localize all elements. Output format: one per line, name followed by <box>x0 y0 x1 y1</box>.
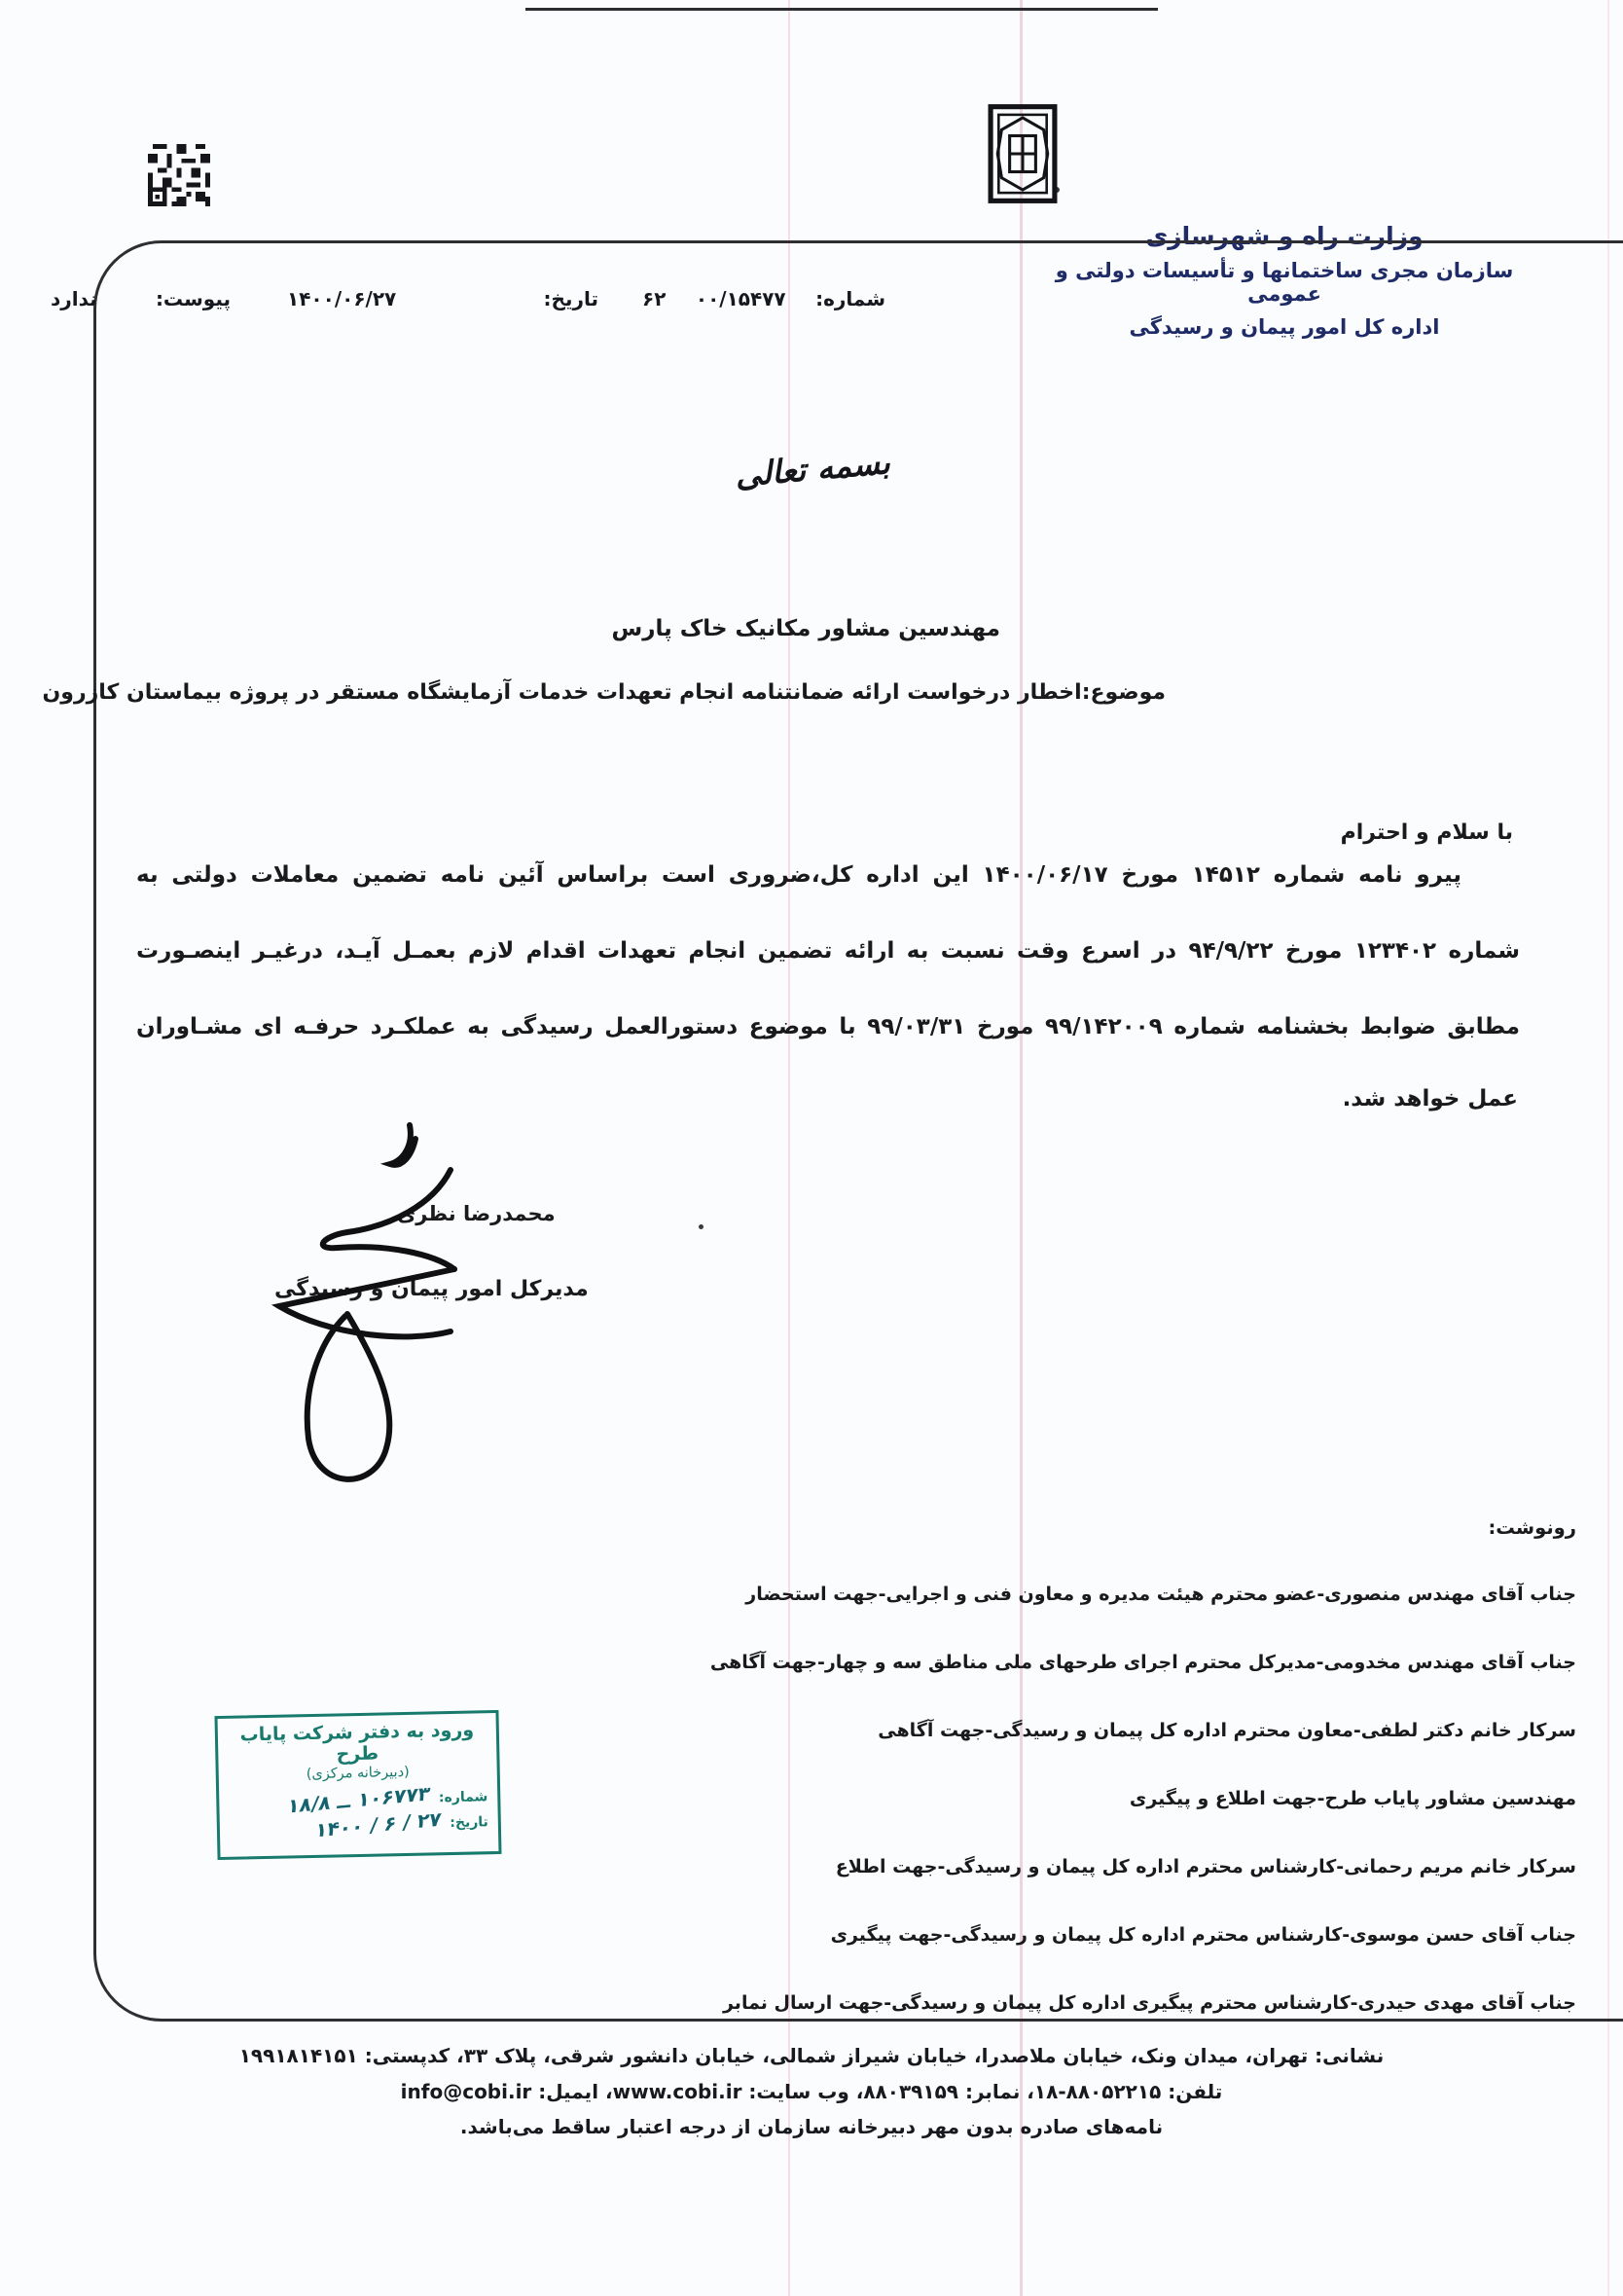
letter-footer <box>0 2044 1623 2138</box>
entry-registry-stamp <box>214 1710 501 1860</box>
body-line-3: مطابق ضوابط بخشنامه شماره ۹۹/۱۴۲۰۰۹ مورخ ۹۹/۰۳/۳۱ با موضوع دستورالعمل رسیدگی به عملکـرد حرفـه ای مشـاوران <box>136 1014 1520 1039</box>
stamp-date-label: تاریخ: <box>450 1814 488 1832</box>
letter-number-suffix: ۶۲ <box>642 287 667 310</box>
letter-date-label: تاریخ: <box>543 287 598 310</box>
cc-item: جناب آقای مهدی حیدری-کارشناس محترم پیگیری اداره کل پیمان و رسیدگی-جهت ارسال نمابر <box>722 1992 1576 2014</box>
cc-item: جناب آقای مهندس مخدومی-مدیرکل محترم اجرای طرحهای ملی مناطق سه و چهار-جهت آگاهی <box>709 1652 1576 1673</box>
stamp-subtitle: (دبیرخانه مرکزی) <box>306 1764 410 1783</box>
department-name: اداره کل امور پیمان و رسیدگی <box>1129 315 1440 339</box>
stamp-title: ورود به دفتر شرکت پایاب طرح <box>239 1719 475 1766</box>
cc-item: سرکار خانم مریم رحمانی-کارشناس محترم اداره کل پیمان و رسیدگی-جهت اطلاع <box>835 1856 1576 1877</box>
subject-line: موضوع:اخطار درخواست ارائه ضمانتنامه انجام تعهدات خدمات آزمایشگاه مستقر در پروژه بیماستان کازرون <box>42 680 1166 705</box>
qr-code <box>148 144 210 206</box>
body-line-4: عمل خواهد شد. <box>1342 1086 1518 1112</box>
besmele-calligraphy: بسمه تعالی <box>733 443 892 494</box>
handwritten-signature <box>219 1098 540 1487</box>
cc-item: جناب آقای مهندس منصوری-عضو محترم هیئت مدیره و معاون فنی و اجرایی-جهت استحضار <box>745 1584 1576 1605</box>
stamp-number-handwritten: ۱۰۶۷۷۳ ــ ۱۸/۸ <box>285 1781 432 1818</box>
recipient-line: مهندسین مشاور مکانیک خاک پارس <box>611 616 1000 641</box>
attachment-field <box>51 287 231 310</box>
letter-number-field <box>642 287 885 310</box>
letter-date-value: ۱۴۰۰/۰۶/۲۷ <box>287 287 397 310</box>
cc-label: رونوشت: <box>1488 1516 1576 1539</box>
body-line-2: شماره ۱۲۳۴۰۲ مورخ ۹۴/۹/۲۲ در اسرع وقت نسبت به ارائه تضمین انجام تعهدات اقدام لازم بعمـل آیـد، درغیـر اینصـورت <box>136 938 1521 964</box>
stamp-number-label: شماره: <box>438 1789 488 1806</box>
attachment-value: ندارد <box>51 287 97 310</box>
ministry-emblem-logo <box>988 100 1058 207</box>
cc-item: جناب آقای حسن موسوی-کارشناس محترم اداره کل پیمان و رسیدگی-جهت پیگیری <box>830 1924 1576 1946</box>
top-divider-line <box>525 8 1158 11</box>
stamp-date-handwritten: ۲۷ / ۶ / ۱۴۰۰ <box>313 1806 443 1842</box>
cc-item: مهندسین مشاور پایاب طرح-جهت اطلاع و پیگیری <box>1129 1788 1576 1809</box>
attachment-label: پیوست: <box>155 287 231 310</box>
footer-disclaimer: نامه‌های صادره بدون مهر دبیرخانه سازمان از درجه اعتبار ساقط می‌باشد. <box>459 2115 1164 2138</box>
cc-item: سرکار خانم دکتر لطفی-معاون محترم اداره کل پیمان و رسیدگی-جهت آگاهی <box>878 1720 1576 1741</box>
signer-title: مدیرکل امور پیمان و رسیدگی <box>274 1277 589 1301</box>
letter-date-field <box>287 287 598 310</box>
greeting-line: با سلام و احترام <box>1340 820 1513 845</box>
letter-number-value: ۰۰/۱۵۴۷۷ <box>695 287 786 310</box>
signer-name: محمدرضا نظری <box>397 1202 556 1225</box>
footer-contact: تلفن: ۸۸۰۵۲۲۱۵-۱۸، نمابر: ۸۸۰۳۹۱۵۹، وب سایت: www.cobi.ir، ایمیل: info@cobi.ir <box>400 2080 1223 2103</box>
organization-name: سازمان مجری ساختمانها و تأسیسات دولتی و عمومی <box>1055 259 1514 306</box>
letter-number-label: شماره: <box>815 287 885 310</box>
body-line-1: پیرو نامه شماره ۱۴۵۱۲ مورخ ۱۴۰۰/۰۶/۱۷ این اداره کل،ضروری است براساس آئین نامه تضمین معاملات دولتی به <box>136 862 1461 888</box>
ministry-name: وزارت راه و شهرسازی <box>1145 222 1424 250</box>
footer-address: نشانی: تهران، میدان ونک، خیابان ملاصدرا، خیابان شیراز شمالی، خیابان دانشور شرقی، پلاک ۳۳، کدپستی: ۱۹۹۱۸۱۴۱۵۱ <box>238 2044 1385 2067</box>
cc-list <box>360 1516 1576 2016</box>
